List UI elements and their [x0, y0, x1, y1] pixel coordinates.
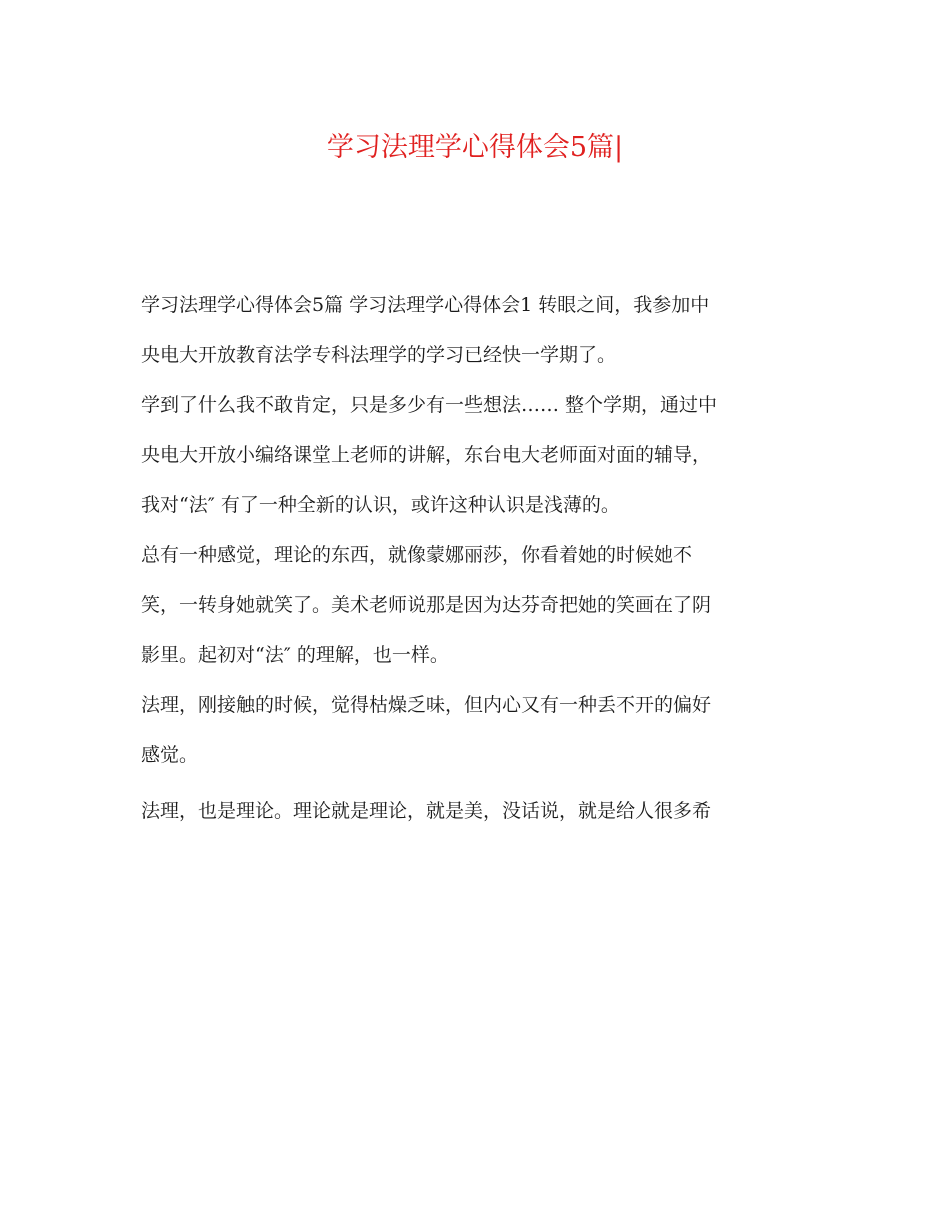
text-line: 央电大开放小编络课堂上老师的讲解，东台电大老师面对面的辅导，	[141, 444, 712, 466]
text-line: 感觉。	[141, 744, 199, 766]
text-line: 学到了什么我不敢肯定，只是多少有一些想法…… 整个学期，通过中	[141, 394, 718, 416]
text-line: 影里。起初对“法″ 的理解，也一样。	[141, 644, 449, 666]
text-line: 央电大开放教育法学专科法理学的学习已经快一学期了。	[141, 344, 617, 366]
document-body	[141, 285, 811, 841]
text-line: 法理，刚接触的时候，觉得枯燥乏味，但内心又有一种丢不开的偏好	[141, 694, 712, 716]
text-line: 总有一种感觉，理论的东西，就像蒙娜丽莎，你看着她的时候她不	[141, 544, 693, 566]
text-line: 法理，也是理论。理论就是理论，就是美，没话说，就是给人很多希	[141, 800, 712, 822]
text-line: 我对“法″ 有了一种全新的认识，或许这种认识是浅薄的。	[141, 494, 620, 516]
document-title: 学习法理学心得体会5篇|	[326, 132, 624, 163]
text-line: 笑，一转身她就笑了。美术老师说那是因为达芬奇把她的笑画在了阴	[141, 594, 712, 616]
text-line: 学习法理学心得体会5篇 学习法理学心得体会1 转眼之间，我参加中	[141, 294, 710, 316]
